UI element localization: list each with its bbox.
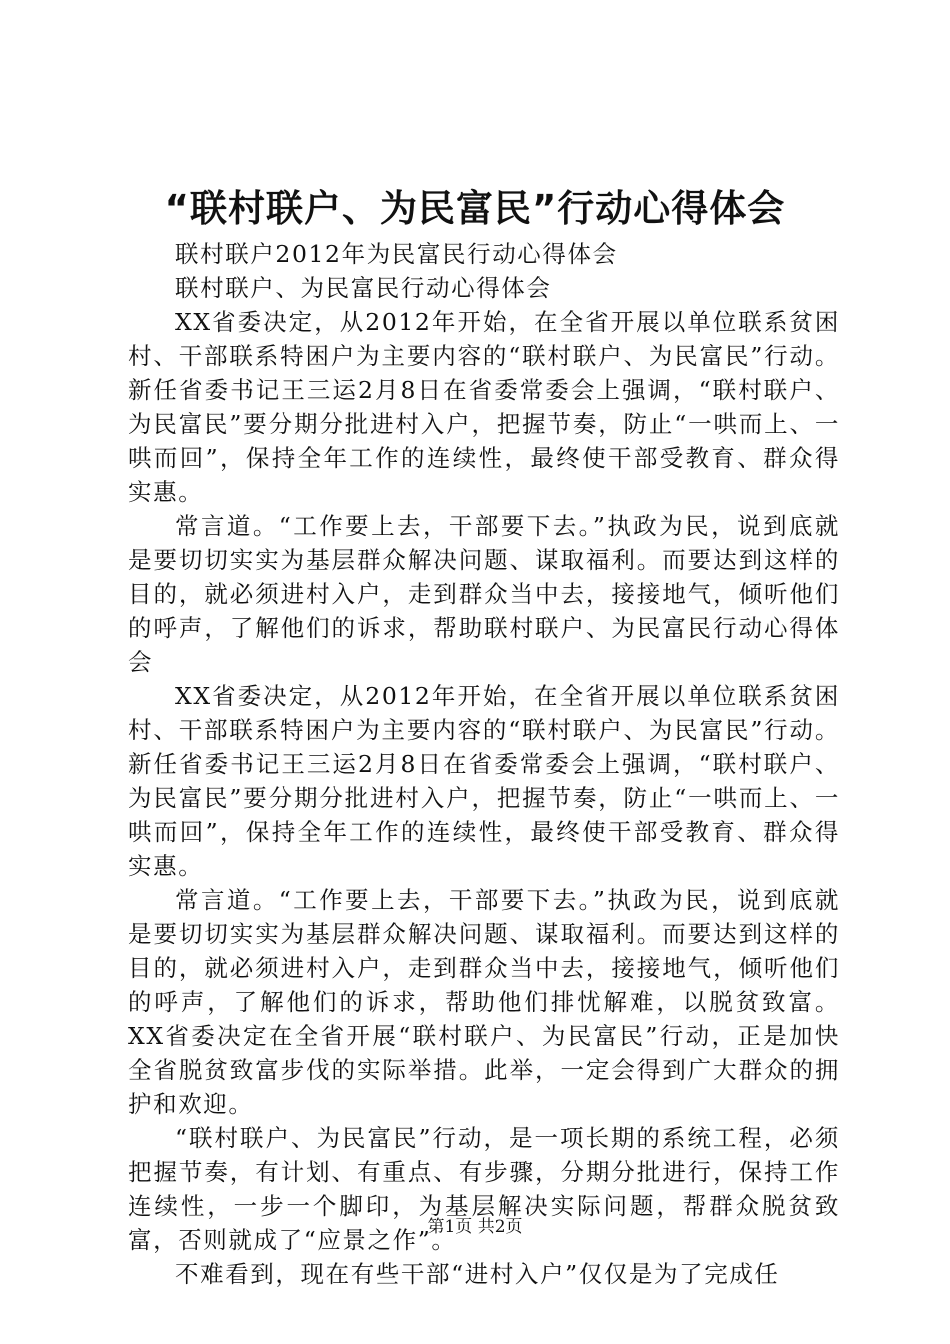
paragraph: 不难看到，现在有些干部“进村入户”仅仅是为了完成任 [175, 1260, 780, 1288]
document-body [128, 237, 840, 1291]
document-title: “联村联户、为民富民”行动心得体会 [164, 187, 786, 230]
subtitle-line-2: 联村联户、为民富民行动心得体会 [175, 274, 552, 302]
paragraph: 常言道。“工作要上去，干部要下去。”执政为民，说到底就是要切切实实为基层群众解决问题、谋取福利。而要达到这样的目的，就必须进村入户，走到群众当中去，接接地气，倾听他们的呼声，了解他们的诉求，帮助他们排忧解难，以脱贫致富。XX省委决定在全省开展“联村联户、为民富民”行动，正是加快全省脱贫致富步伐的实际举措。此举，一定会得到广大群众的拥护和欢迎。 [128, 886, 840, 1118]
paragraph: XX省委决定，从2012年开始，在全省开展以单位联系贫困村、干部联系特困户为主要内容的“联村联户、为民富民”行动。新任省委书记王三运2月8日在省委常委会上强调，“联村联户、为民富民”要分期分批进村入户，把握节奏，防止“一哄而上、一哄而回”，保持全年工作的连续性，最终使干部受教育、群众得实惠。 [128, 682, 840, 880]
page-number-footer: 第1页 共2页 [427, 1217, 523, 1237]
paragraph: “联村联户、为民富民”行动，是一项长期的系统工程，必须把握节奏，有计划、有重点、有步骤，分期分批进行，保持工作连续性，一步一个脚印，为基层解决实际问题，帮群众脱贫致富，否则就成了“应景之作”。 [128, 1124, 840, 1254]
paragraph: 常言道。“工作要上去，干部要下去。”执政为民，说到底就是要切切实实为基层群众解决问题、谋取福利。而要达到这样的目的，就必须进村入户，走到群众当中去，接接地气，倾听他们的呼声，了解他们的诉求，帮助联村联户、为民富民行动心得体会 [128, 512, 840, 676]
paragraph: XX省委决定，从2012年开始，在全省开展以单位联系贫困村、干部联系特困户为主要内容的“联村联户、为民富民”行动。新任省委书记王三运2月8日在省委常委会上强调，“联村联户、为民富民”要分期分批进村入户，把握节奏，防止“一哄而上、一哄而回”，保持全年工作的连续性，最终使干部受教育、群众得实惠。 [128, 308, 840, 506]
subtitle-line-1: 联村联户2012年为民富民行动心得体会 [175, 240, 618, 268]
